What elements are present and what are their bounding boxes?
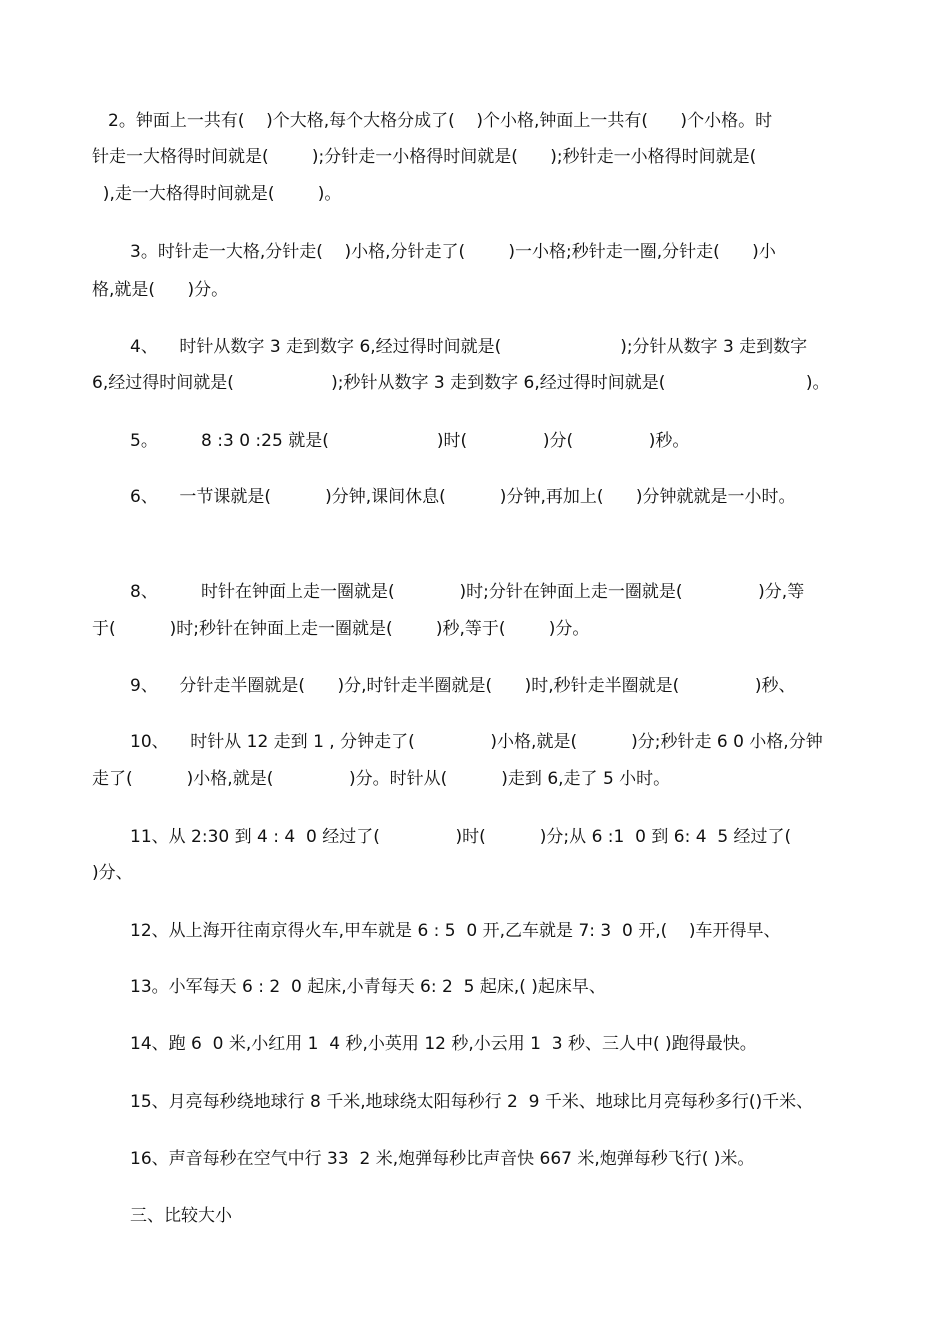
- question-2-line-1: 2。钟面上一共有( )个大格,每个大格分成了( )个小格,钟面上一共有( )个小格。时: [108, 111, 773, 131]
- question-10-line-1: 10、 时针从 12 走到 1 , 分钟走了( )小格,就是( )分;秒针走 6 0 小格,分钟: [130, 732, 823, 752]
- question-11-line-2: )分、: [92, 863, 133, 883]
- question-6-line: 6、 一节课就是( )分钟,课间休息( )分钟,再加上( )分钟就就是一小时。: [130, 487, 796, 507]
- question-2-line-2: 针走一大格得时间就是( );分针走一小格得时间就是( );秒针走一小格得时间就是(: [92, 147, 757, 167]
- question-4-line-2: 6,经过得时间就是( );秒针从数字 3 走到数字 6,经过得时间就是( )。: [92, 373, 830, 393]
- section-three-heading: 三、比较大小: [130, 1206, 232, 1226]
- question-8-line-2: 于( )时;秒针在钟面上走一圈就是( )秒,等于( )分。: [92, 619, 590, 639]
- question-14-line: 14、跑 6 0 米,小红用 1 4 秒,小英用 12 秒,小云用 1 3 秒、三人中( )跑得最快。: [130, 1034, 757, 1054]
- question-9-line: 9、 分针走半圈就是( )分,时针走半圈就是( )时,秒针走半圈就是( )秒、: [130, 676, 796, 696]
- question-11-line-1: 11、从 2:30 到 4 : 4 0 经过了( )时( )分;从 6 :1 0 到 6: 4 5 经过了(: [130, 827, 792, 847]
- question-12-line: 12、从上海开往南京得火车,甲车就是 6 : 5 0 开,乙车就是 7: 3 0 开,( )车开得早、: [130, 921, 781, 941]
- question-4-line-1: 4、 时针从数字 3 走到数字 6,经过得时间就是( );分针从数字 3 走到数字: [130, 337, 808, 357]
- question-13-line: 13。小军每天 6 : 2 0 起床,小青每天 6: 2 5 起床,( )起床早、: [130, 977, 606, 997]
- question-3-line-2: 格,就是( )分。: [92, 280, 229, 300]
- question-10-line-2: 走了( )小格,就是( )分。时针从( )走到 6,走了 5 小时。: [92, 769, 671, 789]
- question-5-line: 5。 8 :3 0 :25 就是( )时( )分( )秒。: [130, 431, 690, 451]
- question-8-line-1: 8、 时针在钟面上走一圈就是( )时;分针在钟面上走一圈就是( )分,等: [130, 582, 805, 602]
- question-2-line-3: ),走一大格得时间就是( )。: [92, 184, 342, 204]
- question-16-line: 16、声音每秒在空气中行 33 2 米,炮弹每秒比声音快 667 米,炮弹每秒飞行( )米。: [130, 1149, 755, 1169]
- question-3-line-1: 3。时针走一大格,分针走( )小格,分针走了( )一小格;秒针走一圈,分针走( )小: [130, 242, 776, 262]
- question-15-line: 15、月亮每秒绕地球行 8 千米,地球绕太阳每秒行 2 9 千米、地球比月亮每秒多行()千米、: [130, 1092, 814, 1112]
